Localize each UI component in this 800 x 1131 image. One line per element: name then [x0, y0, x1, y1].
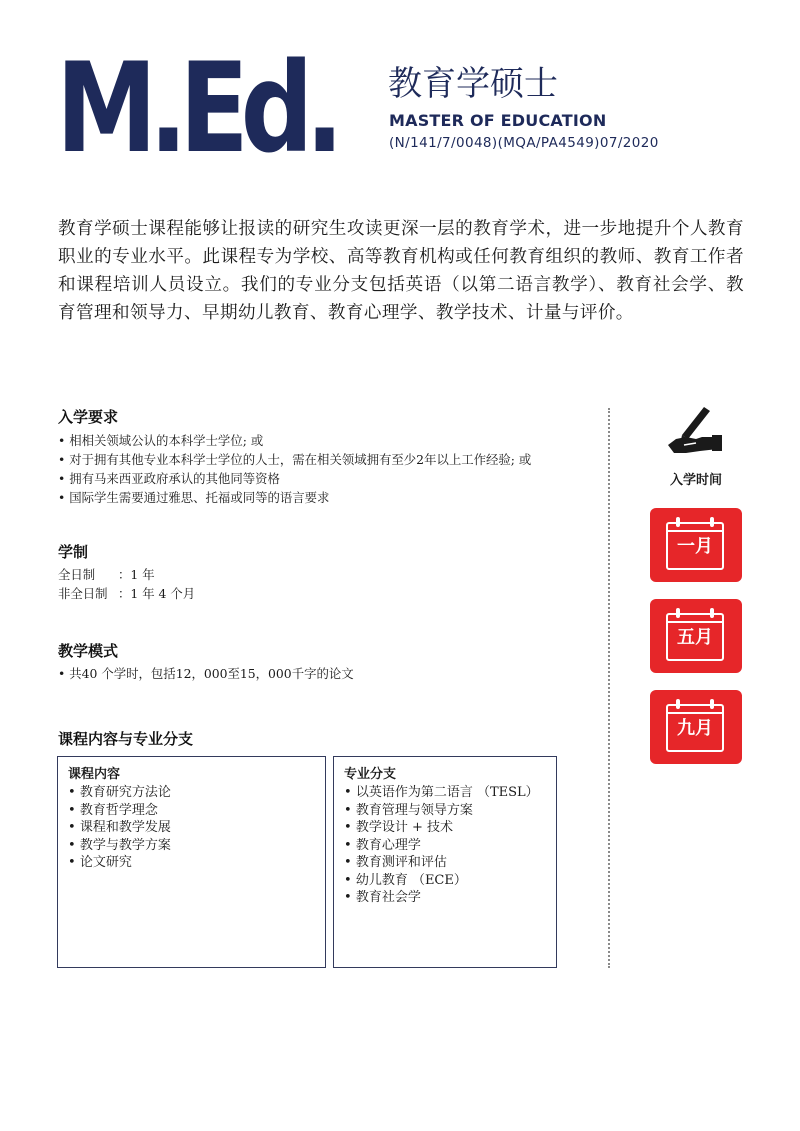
- entry-requirements-list: [58, 431, 598, 507]
- teaching-mode-title: 教学模式: [58, 642, 119, 660]
- course-content-title: 课程内容: [68, 767, 121, 782]
- list-item: • 教育测评和评估: [344, 854, 546, 872]
- list-item: • 拥有马来西亚政府承认的其他同等资格: [58, 469, 598, 488]
- calendar-icon: [666, 613, 724, 661]
- intake-month: 一月: [677, 536, 713, 557]
- course-content-list: [68, 784, 315, 872]
- list-item: • 教学与教学方案: [68, 837, 315, 855]
- dotted-divider: [608, 408, 610, 968]
- list-item: • 共40 个学时，包括12，000至15，000千字的论文: [58, 664, 578, 683]
- intake-january-badge: [650, 508, 742, 582]
- list-item: • 教育社会学: [344, 889, 546, 907]
- list-item: • 国际学生需要通过雅思、托福或同等的语言要求: [58, 488, 598, 507]
- list-item: • 论文研究: [68, 854, 315, 872]
- list-item: • 教育管理与领导方案: [344, 802, 546, 820]
- list-item: • 教学设计 + 技术: [344, 819, 546, 837]
- duration-value: ：1 年: [118, 567, 155, 582]
- intake-month: 九月: [677, 718, 713, 739]
- calendar-icon: [666, 704, 724, 752]
- specialization-list: [344, 784, 546, 907]
- list-item: • 教育研究方法论: [68, 784, 315, 802]
- duration-value: ：1 年 4 个月: [118, 586, 196, 601]
- teaching-mode-list: [58, 664, 578, 683]
- list-item: • 幼儿教育 （ECE）: [344, 872, 546, 890]
- structure-title: 课程内容与专业分支: [58, 730, 194, 748]
- list-item: • 课程和教学发展: [68, 819, 315, 837]
- duration-row: [58, 584, 358, 603]
- duration-title: 学制: [58, 543, 89, 561]
- specialization-box: [333, 756, 557, 968]
- intro-paragraph: 教育学硕士课程能够让报读的研究生攻读更深一层的教育学术，进一步地提升个人教育职业的专业水平。此课程专为学校、高等教育机构或任何教育组织的教师、教育工作者和课程培训人员设立。我们的专业分支包括英语（以第二语言教学）、教育社会学、教育管理和领导力、早期幼儿教育、教育心理学、教学技术、计量与评价。: [58, 219, 744, 323]
- duration-label: 全日制: [58, 567, 96, 582]
- list-item: • 教育心理学: [344, 837, 546, 855]
- calendar-icon: [666, 522, 724, 570]
- specialization-title: 专业分支: [344, 767, 397, 782]
- program-logo: M.Ed.: [56, 37, 336, 181]
- teaching-mode-section: [58, 640, 578, 683]
- duration-section: [58, 541, 358, 603]
- intake-month: 五月: [677, 627, 713, 648]
- intake-may-badge: [650, 599, 742, 673]
- intake-september-badge: [650, 690, 742, 764]
- program-title-cn: 教育学硕士: [388, 64, 558, 104]
- course-content-box: [57, 756, 326, 968]
- duration-label: 非全日制: [58, 586, 108, 601]
- program-title-en: MASTER OF EDUCATION: [389, 111, 607, 130]
- list-item: • 相相关领域公认的本科学士学位; 或: [58, 431, 598, 450]
- duration-row: [58, 565, 358, 584]
- entry-requirements-title: 入学要求: [58, 408, 119, 426]
- intake-title: 入学时间: [669, 473, 722, 488]
- list-item: • 对于拥有其他专业本科学士学位的人士，需在相关领域拥有至少2年以上工作经验; 或: [58, 450, 598, 469]
- list-item: • 以英语作为第二语言 （TESL）: [344, 784, 546, 802]
- accreditation-code: (N/141/7/0048)(MQA/PA4549)07/2020: [389, 135, 659, 151]
- entry-requirements-section: [58, 406, 598, 507]
- signing-hand-icon: [666, 405, 726, 457]
- list-item: • 教育哲学理念: [68, 802, 315, 820]
